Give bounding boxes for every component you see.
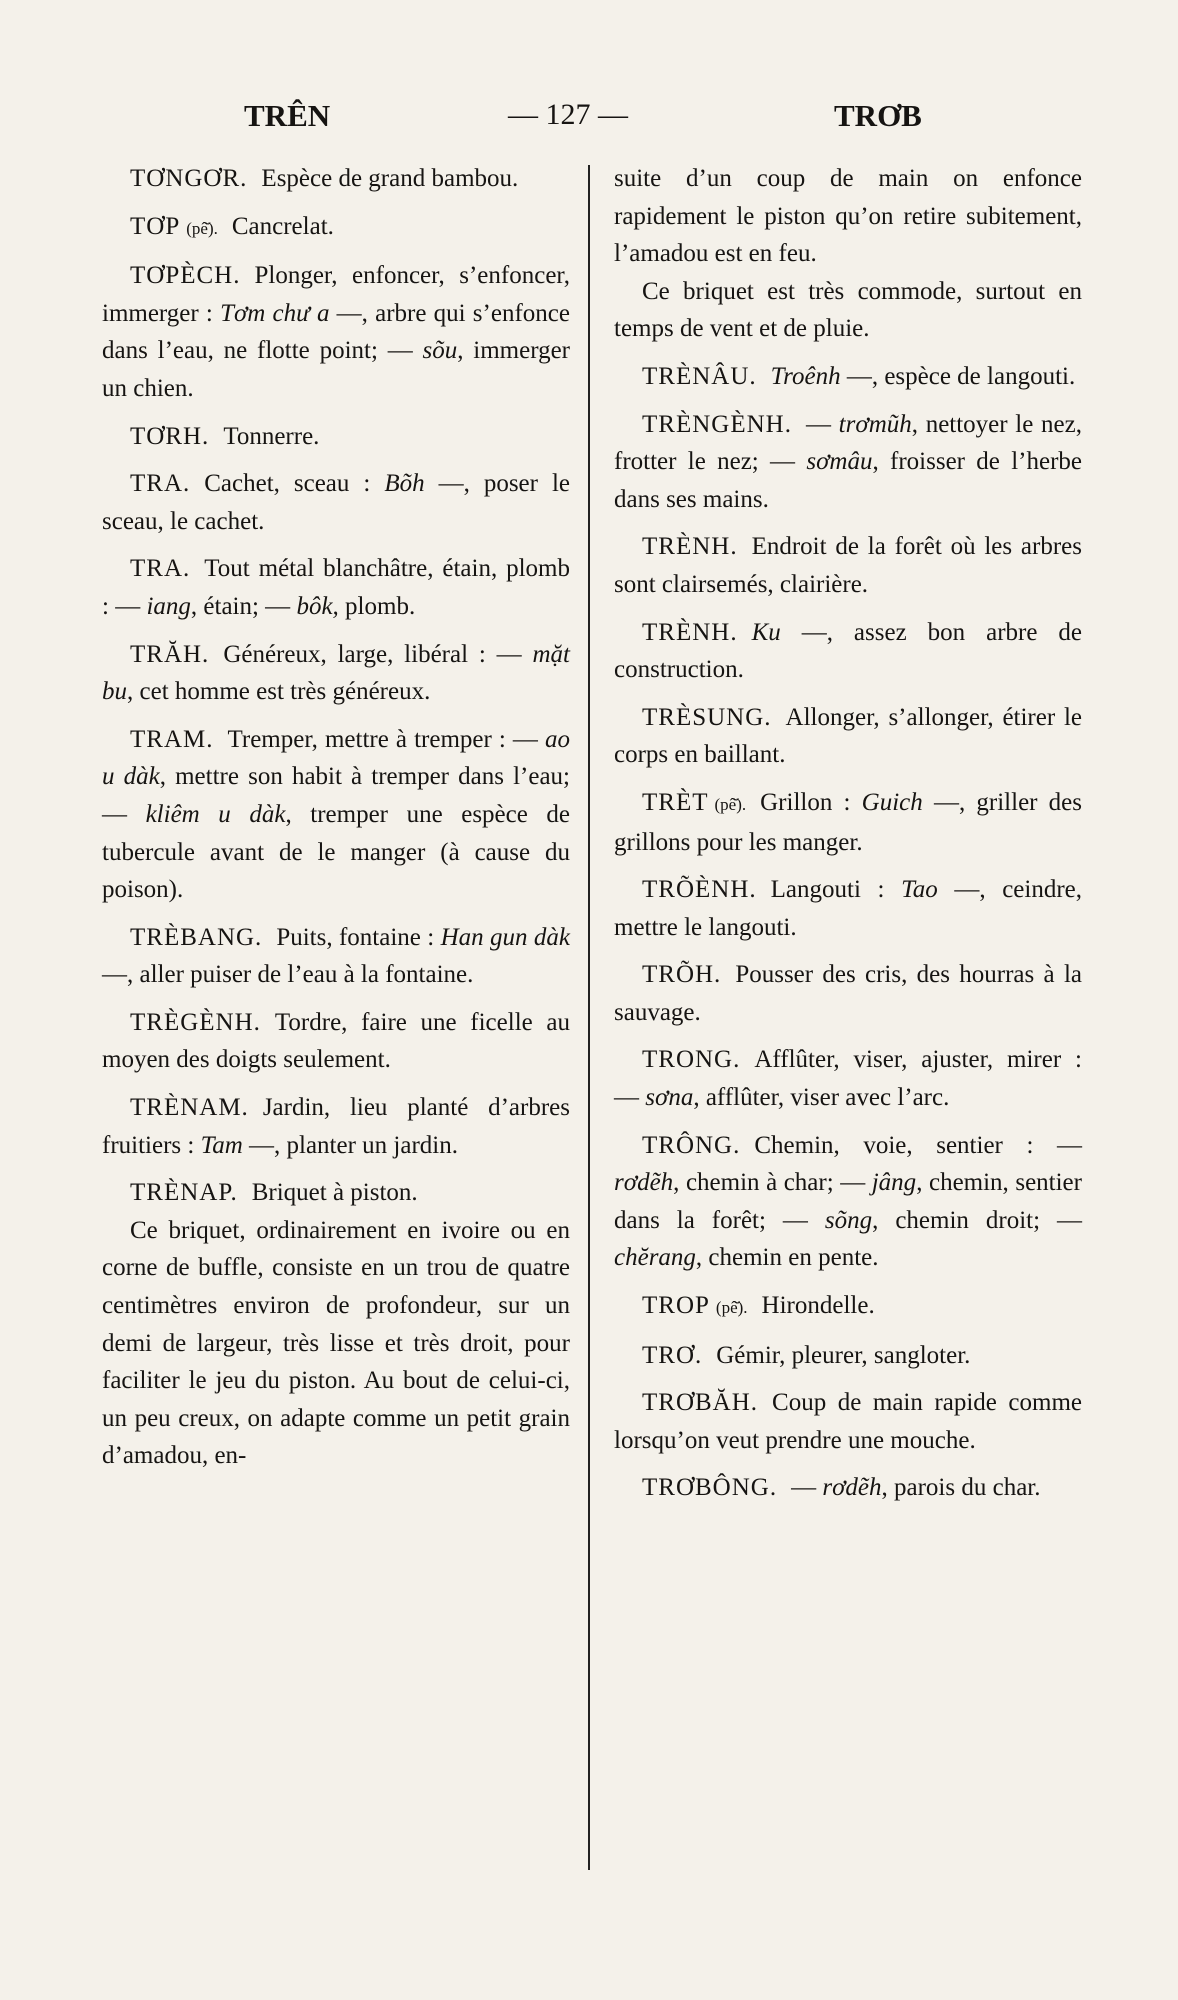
example-term: Tao (901, 876, 938, 904)
definition-text: —, assez bon arbre de construction. (614, 618, 1082, 684)
definition-text: Tonnerre. (223, 422, 320, 450)
dictionary-entry (614, 784, 1082, 861)
dictionary-entry (102, 208, 570, 248)
definition-text: suite d’un coup de main on enfonce rapidement le piston qu’on retire subitement, l’amadou est en feu. (614, 165, 1082, 268)
definition-text: Tremper, mettre à tremper : — (227, 725, 545, 753)
dictionary-entry (102, 721, 570, 909)
example-term: sõng (824, 1206, 873, 1234)
definition-text: Gémir, pleurer, sangloter. (716, 1341, 971, 1369)
headword: TƠPÈCH. (130, 262, 241, 290)
dictionary-entry (614, 160, 1082, 273)
definition-text: Langouti : (770, 876, 902, 904)
headword: TRĂH. (130, 640, 210, 668)
headword: TRÕÈNH. (642, 876, 757, 904)
example-term: bôk, (296, 592, 339, 620)
headword: TRÈNH. (642, 533, 738, 561)
headword-tag: (pê̆). (714, 794, 747, 814)
definition-text: —, espèce de langouti. (840, 362, 1076, 390)
definition-text: Puits, fontaine : (276, 923, 441, 951)
definition-text: , chemin, sentier dans la forêt; — (614, 1169, 1082, 1234)
dictionary-entry (614, 1127, 1082, 1277)
definition-text: , tremper une espèce de tubercule avant de le manger (à cause du poison). (102, 800, 571, 904)
column-divider (588, 165, 590, 1870)
definition-text: Cachet, sceau : (204, 470, 385, 498)
definition-text: , afflûter, viser avec l’arc. (693, 1084, 950, 1112)
page-number: — 127 — (508, 98, 628, 131)
definition-text: —, planter un jardin. (242, 1131, 458, 1159)
running-head-right: TRƠB (834, 98, 922, 133)
headword: TRÈGÈNH. (130, 1008, 261, 1036)
dictionary-entry (102, 1004, 570, 1079)
headword: TRÈSUNG. (642, 703, 772, 731)
definition-text: , étain; — (190, 592, 297, 620)
definition-text: Afflûter, viser, ajuster, mirer : — (614, 1046, 1082, 1112)
headword: TRAM. (130, 725, 214, 753)
definition-text: Tordre, faire une ficelle au moyen des doigts seulement. (102, 1008, 570, 1074)
example-term: Guich (861, 788, 923, 816)
definition-text: —, poser le sceau, le cachet. (102, 470, 570, 535)
definition-text: Tout métal blanchâtre, étain, plomb : — (102, 555, 570, 620)
definition-text: —, griller des grillons pour les manger. (614, 788, 1082, 856)
headword: TRƠBĂH. (642, 1389, 759, 1417)
headword: TRONG. (642, 1046, 741, 1074)
example-term: chĕrang (614, 1244, 696, 1272)
definition-text: Jardin, lieu planté d’arbres fruitiers : (102, 1094, 570, 1159)
dictionary-entry (102, 550, 570, 625)
definition-text: Coup de main rapide comme lorsqu’on veut prendre une mouche. (614, 1389, 1082, 1454)
running-head-left: TRÊN (244, 98, 331, 133)
headword: TRÈNH. (642, 618, 738, 646)
headword: TRÈNAP. (130, 1179, 238, 1207)
headword: TRÕH. (642, 961, 722, 989)
definition-text: , froisser de l’herbe dans ses mains. (614, 448, 1082, 513)
definition-text: Chemin, voie, sentier : — (754, 1131, 1082, 1159)
definition-text: —, aller puiser de l’eau à la fontaine. (102, 961, 474, 989)
example-term: kliêm u dàk (145, 800, 286, 828)
headword-tag: (pê̆). (186, 218, 218, 238)
dictionary-entry (102, 418, 570, 456)
headword: TRÈT (642, 788, 709, 816)
definition-text: Espèce de grand bambou. (261, 165, 519, 192)
dictionary-entry (614, 1469, 1082, 1507)
definition-text: , cet homme est très généreux. (127, 678, 431, 706)
definition-text: , mettre son habit à tremper dans l’eau; — (102, 763, 570, 828)
example-term: sơmâu (806, 448, 873, 476)
left-column (102, 160, 570, 1485)
dictionary-entry (102, 257, 570, 407)
example-term: Troênh (770, 362, 841, 390)
headword: TƠP (130, 212, 181, 240)
dictionary-entry (614, 614, 1082, 689)
dictionary-entry (102, 919, 570, 994)
headword: TRA. (130, 470, 191, 498)
definition-text: Hirondelle. (761, 1292, 875, 1320)
definition-text: , nettoyer le nez, frotter le nez; — (614, 410, 1082, 476)
dictionary-entry (614, 358, 1082, 396)
example-term: sõu (422, 337, 458, 365)
definition-text: Grillon : (760, 788, 862, 816)
dictionary-entry (102, 1089, 570, 1164)
definition-text: —, arbre qui s’enfonce dans l’eau, ne flotte point; — (102, 299, 570, 365)
example-term: mặt bu (102, 640, 570, 706)
dictionary-entry (614, 1384, 1082, 1459)
example-term: Tam (200, 1131, 243, 1159)
definition-text: , immerger un chien. (102, 337, 571, 402)
definition-text: — (805, 410, 839, 438)
headword: TƠNGƠR. (130, 165, 248, 192)
example-term: iang (146, 592, 191, 620)
headword: TRÈBANG. (130, 923, 263, 951)
example-term: sơna (645, 1084, 694, 1112)
example-term: Han gun dàk (440, 923, 570, 951)
definition-text: , chemin à char; — (673, 1169, 872, 1197)
definition-text: plomb. (338, 592, 416, 620)
dictionary-entry (614, 956, 1082, 1031)
example-term: Ku (751, 618, 781, 646)
headword: TRÈNÂU. (642, 362, 757, 390)
example-term: jâng (871, 1169, 917, 1197)
headword: TRƠ. (642, 1341, 703, 1369)
dictionary-entry (102, 160, 570, 198)
definition-text: Endroit de la forêt où les arbres sont clairsemés, clairière. (614, 533, 1082, 598)
definition-text: — (791, 1474, 823, 1502)
dictionary-entry (614, 406, 1082, 519)
entry-paragraph: Ce briquet, ordinairement en ivoire ou en corne de buffle, consiste en un trou de quatre centimètres environ de profondeur, sur un demi de largeur, très lisse et très droit, pour faciliter le jeu du piston. Au bout de celui-ci, un peu creux, on adapte comme un petit grain d’amadou, en- (102, 1216, 570, 1470)
example-term: Bõh (384, 470, 425, 498)
example-term: ao u dàk (102, 725, 570, 791)
definition-text: , parois du char. (881, 1474, 1041, 1502)
headword: TRÈNAM. (130, 1094, 249, 1122)
definition-text: —, ceindre, mettre le langouti. (614, 876, 1082, 941)
example-term: trơmũh (838, 410, 912, 438)
headword: TRÔNG. (642, 1131, 741, 1159)
headword: TRA. (130, 555, 191, 583)
definition-text: Pousser des cris, des hourras à la sauvage. (614, 961, 1082, 1026)
definition-text: Allonger, s’allonger, étirer le corps en baillant. (614, 703, 1082, 769)
definition-text: Cancrelat. (231, 212, 334, 240)
dictionary-entry (614, 1287, 1082, 1327)
dictionary-entry (614, 871, 1082, 946)
definition-text: , chemin en pente. (695, 1244, 879, 1272)
entry-paragraph: Ce briquet est très commode, surtout en temps de vent et de pluie. (614, 277, 1082, 343)
dictionary-entry (614, 1337, 1082, 1375)
headword: TROP (642, 1292, 710, 1320)
headword: TƠRH. (130, 422, 210, 450)
headword: TRƠBÔNG. (642, 1474, 778, 1502)
dictionary-entry (614, 699, 1082, 774)
right-column (614, 160, 1082, 1517)
dictionary-entry (102, 636, 570, 711)
example-term: rơdẽh (822, 1474, 882, 1502)
headword: TRÈNGÈNH. (642, 410, 792, 438)
dictionary-entry (614, 528, 1082, 603)
definition-text: , chemin droit; — (872, 1206, 1082, 1234)
dictionary-entry (102, 465, 570, 540)
headword-tag: (pê̆). (715, 1298, 748, 1318)
example-term: rơdẽh (614, 1169, 674, 1197)
definition-text: Généreux, large, libéral : — (223, 640, 533, 668)
definition-text: Plonger, enfoncer, s’enfoncer, immerger : (102, 262, 570, 327)
definition-text: Briquet à piston. (251, 1179, 418, 1207)
dictionary-entry (102, 1174, 570, 1212)
example-term: Tơm chư a (220, 299, 330, 327)
dictionary-entry (614, 1041, 1082, 1116)
